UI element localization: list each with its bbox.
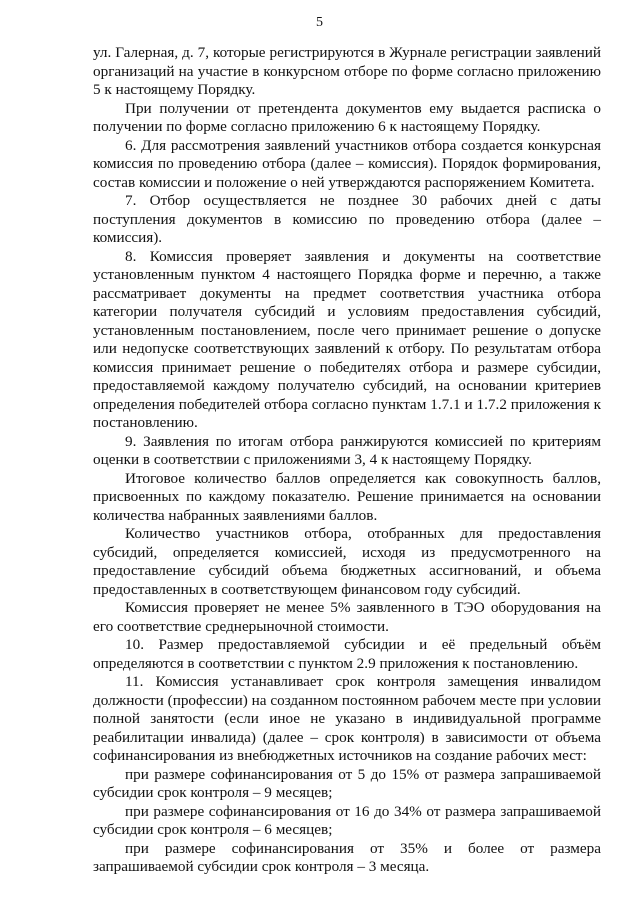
paragraph: 9. Заявления по итогам отбора ранжируются комиссией по критериям оценки в соответствии с приложениями 3, 4 к настоящему Порядку. [93, 432, 601, 468]
paragraph: 7. Отбор осуществляется не позднее 30 рабочих дней с даты поступления документов в комиссию по проведению отбора (далее – комиссия). [93, 192, 601, 246]
paragraph: Количество участников отбора, отобранных для предоставления субсидий, определяется комиссией, исходя из предусмотренного на предоставление субсидий объема бюджетных ассигнований, и объема предоставленных в соответствующем финансовом году субсидий. [93, 525, 601, 598]
paragraph: при размере софинансирования от 35% и более от размера запрашиваемой субсидии срок контроля – 3 месяца. [93, 839, 601, 875]
paragraph: 10. Размер предоставляемой субсидии и её предельный объём определяются в соответствии с пунктом 2.9 приложения к постановлению. [93, 636, 601, 672]
document-body [93, 44, 601, 877]
paragraph: при размере софинансирования от 16 до 34% от размера запрашиваемой субсидии срок контроля – 6 месяцев; [93, 802, 601, 838]
paragraph: Комиссия проверяет не менее 5% заявленного в ТЭО оборудования на его соответствие среднерыночной стоимости. [93, 599, 601, 635]
paragraph: ул. Галерная, д. 7, которые регистрируются в Журнале регистрации заявлений организаций на участие в конкурсном отборе по форме согласно приложению 5 к настоящему Порядку. [93, 44, 601, 98]
paragraph: При получении от претендента документов ему выдается расписка о получении по форме согласно приложению 6 к настоящему Порядку. [93, 99, 601, 135]
paragraph: при размере софинансирования от 5 до 15% от размера запрашиваемой субсидии срок контроля – 9 месяцев; [93, 765, 601, 801]
paragraph: 8. Комиссия проверяет заявления и документы на соответствие установленным пунктом 4 настоящего Порядка форме и перечню, а также рассматривает документы на предмет соответствия участника отбора категории получателя субсидий и условиям предоставления субсидий, установленным постановлением, после чего принимает решение о допуске или недопуске соответствующих заявлений к отбору. По результатам отбора комиссия принимает решение о победителях отбора и размере субсидии, предоставляемой каждому получателю субсидий, на основании критериев определения победителей отбора согласно пунктам 1.7.1 и 1.7.2 приложения к постановлению. [93, 247, 601, 431]
paragraph: 6. Для рассмотрения заявлений участников отбора создается конкурсная комиссия по проведению отбора (далее – комиссия). Порядок формирования, состав комиссии и положение о ней утверждаются распоряжением Комитета. [93, 136, 601, 191]
paragraph: 11. Комиссия устанавливает срок контроля замещения инвалидом должности (профессии) на созданном постоянном рабочем месте при условии полной занятости (если иное не указано в индивидуальной программе реабилитации инвалида) (далее – срок контроля) в зависимости от объема софинансирования из внебюджетных источников на создание рабочих мест: [93, 673, 601, 764]
page-number: 5 [316, 15, 323, 30]
paragraph: Итоговое количество баллов определяется как совокупность баллов, присвоенных по каждому показателю. Решение принимается на основании количества набранных заявлениями баллов. [93, 469, 601, 524]
